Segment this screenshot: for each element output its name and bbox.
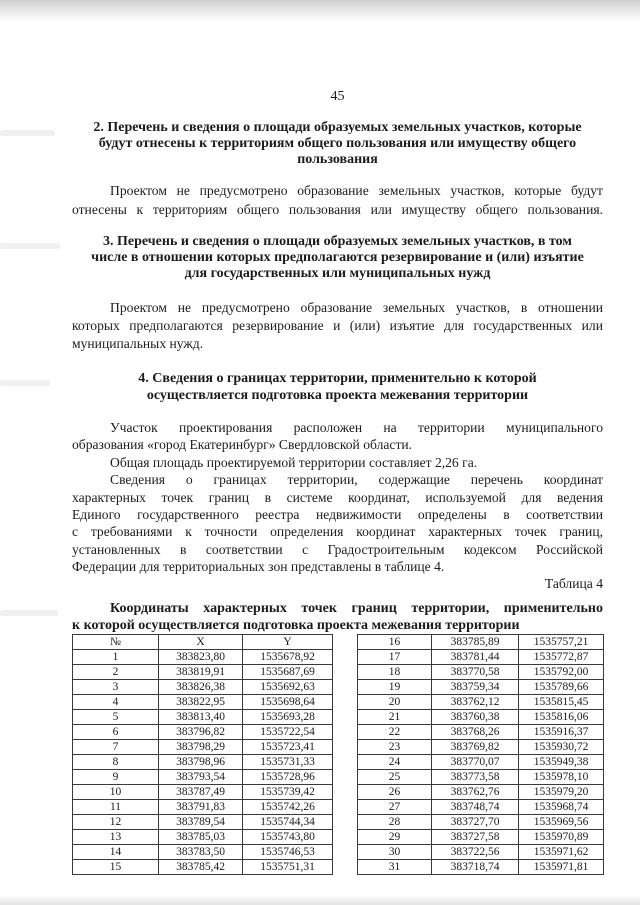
cell-y: 1535744,34 [243, 815, 333, 830]
table-row [73, 755, 333, 770]
cell-number: 8 [73, 755, 159, 770]
cell-y: 1535742,26 [243, 800, 333, 815]
cell-x: 383823,80 [159, 650, 243, 665]
cell-number: 22 [358, 725, 432, 740]
cell-number: 5 [73, 710, 159, 725]
cell-y: 1535772,87 [519, 650, 604, 665]
cell-y: 1535678,92 [243, 650, 333, 665]
table-header-row [73, 635, 333, 650]
table-row [73, 665, 333, 680]
cell-number: 14 [73, 845, 159, 860]
cell-number: 4 [73, 695, 159, 710]
cell-number: 7 [73, 740, 159, 755]
cell-y: 1535757,21 [519, 635, 604, 650]
table-row [358, 800, 604, 815]
table-row [358, 755, 604, 770]
heading-line: для государственных или муниципальных нужд [184, 266, 491, 281]
table-row [73, 695, 333, 710]
table-row [73, 680, 333, 695]
table-row [358, 770, 604, 785]
cell-x: 383793,54 [159, 770, 243, 785]
table-label: Таблица 4 [544, 576, 603, 591]
table-row [73, 845, 333, 860]
paragraph-line: характерных точек границ в системе координат, используемой для ведения [72, 489, 603, 505]
header-cell-number: № [73, 635, 159, 650]
cell-x: 383781,44 [432, 650, 519, 665]
cell-x: 383770,07 [432, 755, 519, 770]
cell-y: 1535815,45 [519, 695, 604, 710]
cell-number: 30 [358, 845, 432, 860]
cell-x: 383727,70 [432, 815, 519, 830]
cell-y: 1535728,96 [243, 770, 333, 785]
cell-y: 1535971,62 [519, 845, 604, 860]
cell-number: 16 [358, 635, 432, 650]
header-cell-x: X [159, 635, 243, 650]
cell-y: 1535916,37 [519, 725, 604, 740]
scan-shadow-top [0, 0, 640, 22]
table-row [358, 830, 604, 845]
cell-x: 383769,82 [432, 740, 519, 755]
cell-y: 1535693,28 [243, 710, 333, 725]
cell-y: 1535789,66 [519, 680, 604, 695]
table-row [358, 665, 604, 680]
paragraph-line: Федерации для территориальных зон представлены в таблице 4. [72, 559, 445, 575]
cell-x: 383813,40 [159, 710, 243, 725]
cell-x: 383770,58 [432, 665, 519, 680]
cell-x: 383789,54 [159, 815, 243, 830]
cell-x: 383727,58 [432, 830, 519, 845]
cell-y: 1535970,89 [519, 830, 604, 845]
cell-x: 383785,42 [159, 860, 243, 875]
cell-number: 23 [358, 740, 432, 755]
bleed-through-mark [0, 380, 50, 386]
section-2-heading [72, 120, 603, 168]
table-row [358, 635, 604, 650]
cell-number: 11 [73, 800, 159, 815]
cell-y: 1535949,38 [519, 755, 604, 770]
cell-y: 1535722,54 [243, 725, 333, 740]
table-row [358, 815, 604, 830]
section-3-paragraph [72, 299, 603, 353]
cell-x: 383760,38 [432, 710, 519, 725]
table-title-line: Координаты характерных точек границ территории, применительно [110, 601, 603, 616]
table-row [73, 740, 333, 755]
cell-y: 1535969,56 [519, 815, 604, 830]
table-row [73, 860, 333, 875]
cell-x: 383787,49 [159, 785, 243, 800]
cell-number: 24 [358, 755, 432, 770]
paragraph-line: Проектом не предусмотрено образование земельных участков, которые будут [110, 183, 603, 198]
section-4-body [72, 419, 603, 576]
cell-y: 1535792,00 [519, 665, 604, 680]
table-row [73, 770, 333, 785]
table-row [358, 650, 604, 665]
paragraph-line: муниципальных нужд. [72, 336, 204, 351]
paragraph-line: Проектом не предусмотрено образование земельных участков, в отношении [110, 300, 603, 315]
table-row [358, 845, 604, 860]
cell-x: 383759,34 [432, 680, 519, 695]
table-row [358, 740, 604, 755]
heading-line: осуществляется подготовка проекта межевания территории [146, 388, 529, 403]
table-row [73, 710, 333, 725]
cell-number: 9 [73, 770, 159, 785]
cell-x: 383785,89 [432, 635, 519, 650]
bleed-through-mark [0, 243, 60, 249]
cell-y: 1535731,33 [243, 755, 333, 770]
cell-x: 383762,12 [432, 695, 519, 710]
cell-y: 1535739,42 [243, 785, 333, 800]
cell-x: 383796,82 [159, 725, 243, 740]
paragraph-line: Сведения о границах территории, содержащие перечень координат [110, 472, 603, 488]
table-row [73, 650, 333, 665]
heading-line: 4. Сведения о границах территории, применительно к которой [138, 371, 537, 386]
scan-shadow-bottom [0, 895, 640, 905]
cell-y: 1535723,41 [243, 740, 333, 755]
cell-y: 1535746,53 [243, 845, 333, 860]
heading-line: пользования [297, 152, 378, 167]
cell-number: 31 [358, 860, 432, 875]
cell-number: 17 [358, 650, 432, 665]
cell-number: 6 [73, 725, 159, 740]
cell-y: 1535979,20 [519, 785, 604, 800]
table-row [73, 830, 333, 845]
table-row [358, 860, 604, 875]
table-row [358, 695, 604, 710]
cell-number: 25 [358, 770, 432, 785]
cell-number: 10 [73, 785, 159, 800]
bleed-through-mark [0, 130, 55, 136]
table-title [72, 601, 603, 634]
cell-number: 26 [358, 785, 432, 800]
paragraph-line: с требованиями к точности определения координат характерных точек границ, [72, 524, 603, 540]
cell-x: 383819,91 [159, 665, 243, 680]
cell-x: 383773,58 [432, 770, 519, 785]
cell-y: 1535692,63 [243, 680, 333, 695]
header-cell-y: Y [243, 635, 333, 650]
table-row [358, 725, 604, 740]
cell-x: 383822,95 [159, 695, 243, 710]
cell-y: 1535816,06 [519, 710, 604, 725]
cell-y: 1535968,74 [519, 800, 604, 815]
paragraph-line: образования «город Екатеринбург» Свердловской области. [72, 437, 413, 453]
cell-number: 18 [358, 665, 432, 680]
page-number: 45 [330, 89, 345, 104]
paragraph-line: Участок проектирования расположен на территории муниципального [110, 420, 603, 435]
cell-y: 1535930,72 [519, 740, 604, 755]
paragraph-line: отнесены к территориям общего пользования или имуществу общего пользования. [72, 202, 603, 217]
cell-y: 1535978,10 [519, 770, 604, 785]
section-3-heading [72, 234, 603, 282]
cell-number: 28 [358, 815, 432, 830]
table-row [358, 710, 604, 725]
section-2-paragraph [72, 181, 603, 219]
cell-x: 383826,38 [159, 680, 243, 695]
cell-x: 383791,83 [159, 800, 243, 815]
cell-y: 1535743,80 [243, 830, 333, 845]
heading-line: 2. Перечень и сведения о площади образуемых земельных участков, которые [93, 120, 582, 135]
table-row [73, 785, 333, 800]
paragraph-line: Общая площадь проектируемой территории составляет 2,26 га. [110, 454, 478, 470]
paragraph-line: которых предполагаются резервирование и (или) изъятие для государственных или [72, 318, 603, 333]
cell-x: 383718,74 [432, 860, 519, 875]
cell-x: 383762,76 [432, 785, 519, 800]
cell-y: 1535698,64 [243, 695, 333, 710]
cell-y: 1535687,69 [243, 665, 333, 680]
cell-number: 1 [73, 650, 159, 665]
cell-number: 21 [358, 710, 432, 725]
cell-x: 383768,26 [432, 725, 519, 740]
cell-y: 1535751,31 [243, 860, 333, 875]
cell-number: 19 [358, 680, 432, 695]
table-row [73, 725, 333, 740]
cell-number: 12 [73, 815, 159, 830]
table-title-line: к которой осуществляется подготовка проекта межевания территории [72, 617, 520, 633]
cell-number: 13 [73, 830, 159, 845]
table-row [358, 785, 604, 800]
cell-number: 15 [73, 860, 159, 875]
table-row [358, 680, 604, 695]
cell-x: 383798,96 [159, 755, 243, 770]
cell-x: 383783,50 [159, 845, 243, 860]
table-row [73, 800, 333, 815]
cell-number: 2 [73, 665, 159, 680]
paragraph-line: установленных в соответствии с Градостроительным кодексом Российской [72, 541, 603, 557]
coordinates-table-left [72, 634, 333, 875]
coordinates-table-right [357, 634, 604, 875]
cell-x: 383798,29 [159, 740, 243, 755]
cell-x: 383722,56 [432, 845, 519, 860]
cell-number: 20 [358, 695, 432, 710]
section-4-heading [72, 370, 603, 404]
cell-number: 27 [358, 800, 432, 815]
cell-number: 29 [358, 830, 432, 845]
heading-line: будут отнесены к территориям общего пользования или имуществу общего [98, 136, 577, 151]
paragraph-line: Единого государственного реестра недвижимости определены в соответствии [72, 507, 603, 523]
cell-x: 383785,03 [159, 830, 243, 845]
heading-line: числе в отношении которых предполагаются резервирование и (или) изъятие [91, 250, 584, 265]
table-row [73, 815, 333, 830]
cell-x: 383748,74 [432, 800, 519, 815]
cell-number: 3 [73, 680, 159, 695]
cell-y: 1535971,81 [519, 860, 604, 875]
bleed-through-mark [0, 610, 58, 616]
heading-line: 3. Перечень и сведения о площади образуемых земельных участков, в том [103, 234, 572, 249]
